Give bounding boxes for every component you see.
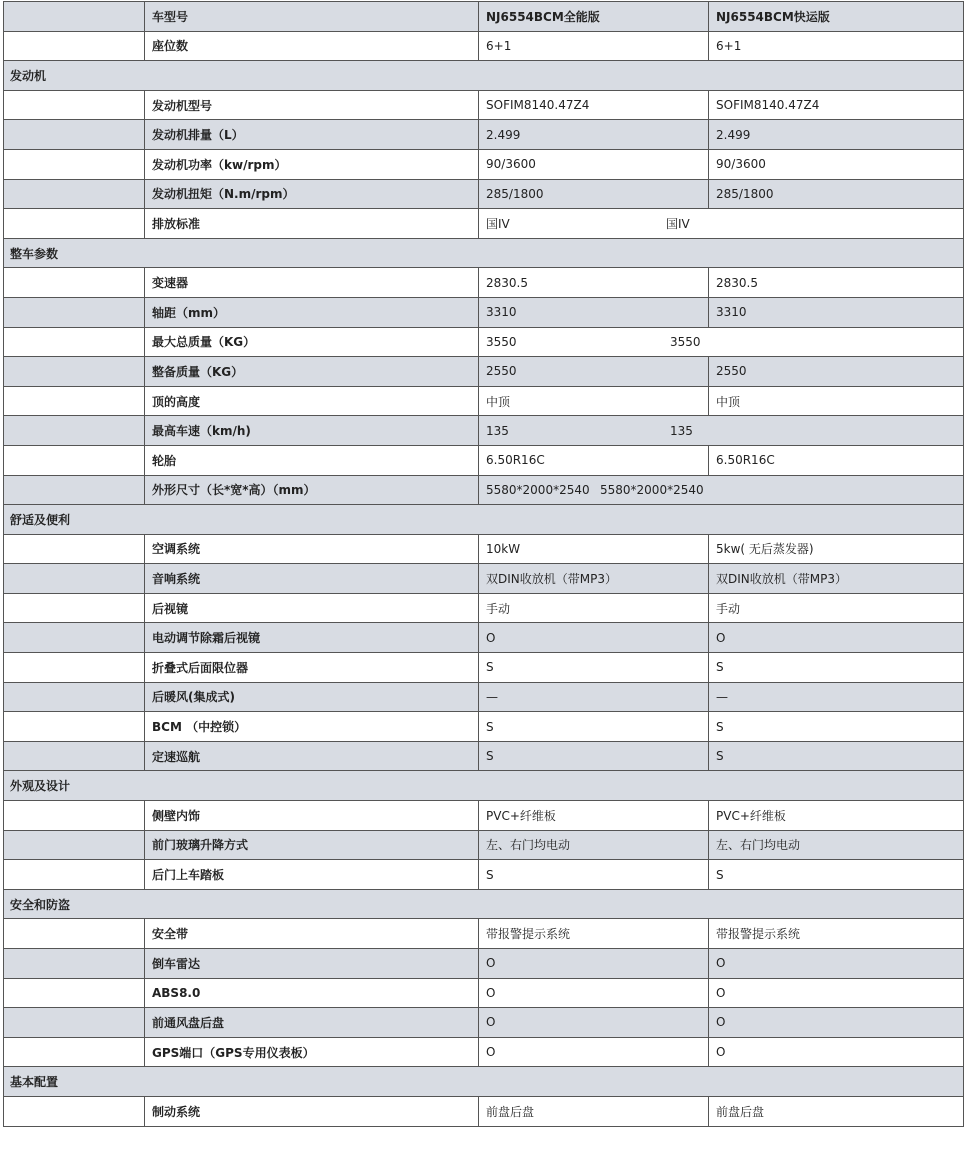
row-value-a: 2830.5	[479, 268, 709, 298]
row-value-a: 3550	[486, 334, 517, 349]
empty-cell	[4, 445, 145, 475]
empty-cell	[4, 357, 145, 387]
table-row	[4, 445, 964, 475]
table-row	[4, 386, 964, 416]
section-row-comfort	[4, 505, 964, 535]
row-label: 变速器	[145, 268, 479, 298]
row-label: 发动机型号	[145, 90, 479, 120]
row-label: 折叠式后面限位器	[145, 653, 479, 683]
row-value-merged	[479, 475, 964, 505]
row-value-a: 90/3600	[479, 149, 709, 179]
table-row	[4, 593, 964, 623]
table-row	[4, 712, 964, 742]
row-value-a: —	[479, 682, 709, 712]
row-value-a: 2550	[479, 357, 709, 387]
row-value-b: O	[709, 1008, 964, 1038]
row-value-b: S	[709, 712, 964, 742]
row-value-a: S	[479, 653, 709, 683]
model-label: 车型号	[145, 2, 479, 32]
row-value-a: 3310	[479, 297, 709, 327]
row-value-a: 国IV	[486, 216, 510, 231]
row-value-a: 285/1800	[479, 179, 709, 209]
section-title: 发动机	[4, 61, 964, 91]
empty-cell	[4, 712, 145, 742]
section-title: 舒适及便利	[4, 505, 964, 535]
row-value-a: PVC+纤维板	[479, 801, 709, 831]
table-row	[4, 978, 964, 1008]
row-value-b: 中顶	[709, 386, 964, 416]
row-label: 发动机排量（L）	[145, 120, 479, 150]
table-row	[4, 1008, 964, 1038]
row-value-b: 前盘后盘	[709, 1096, 964, 1126]
row-value-a: 6.50R16C	[479, 445, 709, 475]
row-value-merged	[479, 209, 964, 239]
table-row	[4, 949, 964, 979]
row-label: 外形尺寸（长*宽*高）（mm）	[145, 475, 479, 505]
model-a-name: NJ6554BCM全能版	[479, 2, 709, 32]
section-title: 整车参数	[4, 238, 964, 268]
row-value-a: SOFIM8140.47Z4	[479, 90, 709, 120]
row-label: 安全带	[145, 919, 479, 949]
row-value-a: 双DIN收放机（带MP3）	[479, 564, 709, 594]
row-value-b: O	[709, 949, 964, 979]
section-title: 基本配置	[4, 1067, 964, 1097]
row-label: 顶的高度	[145, 386, 479, 416]
row-value-b: SOFIM8140.47Z4	[709, 90, 964, 120]
row-value-a: 中顶	[479, 386, 709, 416]
row-value-a: 前盘后盘	[479, 1096, 709, 1126]
row-label: 最高车速（km/h)	[145, 416, 479, 446]
section-row-engine	[4, 61, 964, 91]
row-value-a: S	[479, 712, 709, 742]
row-label: 后暖风(集成式)	[145, 682, 479, 712]
empty-cell	[4, 1096, 145, 1126]
table-row	[4, 1037, 964, 1067]
row-value-a: O	[479, 978, 709, 1008]
row-value-b: S	[709, 860, 964, 890]
table-row	[4, 120, 964, 150]
row-value-a: 10kW	[479, 534, 709, 564]
row-label: 后视镜	[145, 593, 479, 623]
table-row	[4, 90, 964, 120]
table-row	[4, 1096, 964, 1126]
table-row	[4, 623, 964, 653]
row-value-b: 国IV	[666, 216, 690, 231]
empty-cell	[4, 801, 145, 831]
row-value-b: 6+1	[709, 31, 964, 61]
row-label: 排放标准	[145, 209, 479, 239]
row-value-b: 带报警提示系统	[709, 919, 964, 949]
row-label: 电动调节除霜后视镜	[145, 623, 479, 653]
empty-cell	[4, 149, 145, 179]
table-row	[4, 357, 964, 387]
row-value-a: 6+1	[479, 31, 709, 61]
row-label: 空调系统	[145, 534, 479, 564]
row-value-b: 5580*2000*2540	[600, 482, 704, 497]
row-value-a: 5580*2000*2540	[486, 482, 590, 497]
section-row-basic	[4, 1067, 964, 1097]
row-label: GPS端口（GPS专用仪表板）	[145, 1037, 479, 1067]
table-row	[4, 830, 964, 860]
model-b-name: NJ6554BCM快运版	[709, 2, 964, 32]
row-value-a: 2.499	[479, 120, 709, 150]
table-header-row	[4, 2, 964, 32]
row-label: 前门玻璃升降方式	[145, 830, 479, 860]
row-value-b: 手动	[709, 593, 964, 623]
empty-cell	[4, 860, 145, 890]
empty-cell	[4, 297, 145, 327]
row-value-b: 3550	[670, 334, 701, 349]
table-row	[4, 653, 964, 683]
empty-cell	[4, 682, 145, 712]
row-value-a: 带报警提示系统	[479, 919, 709, 949]
table-row	[4, 268, 964, 298]
table-row	[4, 179, 964, 209]
empty-cell	[4, 268, 145, 298]
row-value-b: 285/1800	[709, 179, 964, 209]
row-label: 侧壁内饰	[145, 801, 479, 831]
table-row	[4, 149, 964, 179]
row-label: BCM （中控锁）	[145, 712, 479, 742]
row-value-b: 135	[670, 423, 693, 438]
row-value-b: S	[709, 653, 964, 683]
section-title: 安全和防盗	[4, 889, 964, 919]
empty-cell	[4, 1008, 145, 1038]
row-value-a: O	[479, 949, 709, 979]
empty-cell	[4, 830, 145, 860]
row-value-a: 135	[486, 423, 509, 438]
row-value-b: 90/3600	[709, 149, 964, 179]
empty-cell	[4, 416, 145, 446]
section-row-safety	[4, 889, 964, 919]
row-label: 座位数	[145, 31, 479, 61]
empty-cell	[4, 1037, 145, 1067]
row-value-a: O	[479, 1037, 709, 1067]
row-value-b: 2830.5	[709, 268, 964, 298]
row-value-a: O	[479, 623, 709, 653]
empty-cell	[4, 534, 145, 564]
table-row	[4, 534, 964, 564]
empty-cell	[4, 2, 145, 32]
row-label: 制动系统	[145, 1096, 479, 1126]
table-row	[4, 416, 964, 446]
table-row	[4, 475, 964, 505]
row-value-b: 2.499	[709, 120, 964, 150]
row-value-b: PVC+纤维板	[709, 801, 964, 831]
table-row	[4, 741, 964, 771]
empty-cell	[4, 31, 145, 61]
table-row	[4, 564, 964, 594]
row-value-b: —	[709, 682, 964, 712]
row-value-b: 左、右门均电动	[709, 830, 964, 860]
table-row	[4, 860, 964, 890]
row-value-merged	[479, 416, 964, 446]
row-label: 前通风盘后盘	[145, 1008, 479, 1038]
row-label: 发动机扭矩（N.m/rpm）	[145, 179, 479, 209]
section-title: 外观及设计	[4, 771, 964, 801]
table-row	[4, 682, 964, 712]
row-value-a: O	[479, 1008, 709, 1038]
row-value-a: 左、右门均电动	[479, 830, 709, 860]
empty-cell	[4, 653, 145, 683]
row-value-b: 2550	[709, 357, 964, 387]
row-label: 轮胎	[145, 445, 479, 475]
empty-cell	[4, 978, 145, 1008]
empty-cell	[4, 327, 145, 357]
row-value-b: 6.50R16C	[709, 445, 964, 475]
row-value-b: O	[709, 1037, 964, 1067]
empty-cell	[4, 741, 145, 771]
row-label: 整备质量（KG）	[145, 357, 479, 387]
table-row	[4, 801, 964, 831]
row-label: ABS8.0	[145, 978, 479, 1008]
empty-cell	[4, 120, 145, 150]
empty-cell	[4, 475, 145, 505]
table-row	[4, 919, 964, 949]
table-row	[4, 31, 964, 61]
empty-cell	[4, 949, 145, 979]
row-value-b: S	[709, 741, 964, 771]
empty-cell	[4, 90, 145, 120]
table-row	[4, 297, 964, 327]
row-value-b: 双DIN收放机（带MP3）	[709, 564, 964, 594]
row-label: 后门上车踏板	[145, 860, 479, 890]
row-value-a: 手动	[479, 593, 709, 623]
row-label: 音响系统	[145, 564, 479, 594]
empty-cell	[4, 919, 145, 949]
empty-cell	[4, 386, 145, 416]
row-value-b: O	[709, 978, 964, 1008]
section-row-exterior	[4, 771, 964, 801]
spec-table	[3, 1, 964, 1127]
row-label: 发动机功率（kw/rpm）	[145, 149, 479, 179]
row-label: 轴距（mm）	[145, 297, 479, 327]
row-label: 最大总质量（KG）	[145, 327, 479, 357]
table-row	[4, 209, 964, 239]
row-value-b: 5kw( 无后蒸发器)	[709, 534, 964, 564]
row-label: 定速巡航	[145, 741, 479, 771]
section-row-vehicle	[4, 238, 964, 268]
empty-cell	[4, 564, 145, 594]
empty-cell	[4, 209, 145, 239]
empty-cell	[4, 623, 145, 653]
row-value-merged	[479, 327, 964, 357]
empty-cell	[4, 179, 145, 209]
table-row	[4, 327, 964, 357]
empty-cell	[4, 593, 145, 623]
row-value-b: O	[709, 623, 964, 653]
row-value-a: S	[479, 860, 709, 890]
row-label: 倒车雷达	[145, 949, 479, 979]
row-value-a: S	[479, 741, 709, 771]
row-value-b: 3310	[709, 297, 964, 327]
